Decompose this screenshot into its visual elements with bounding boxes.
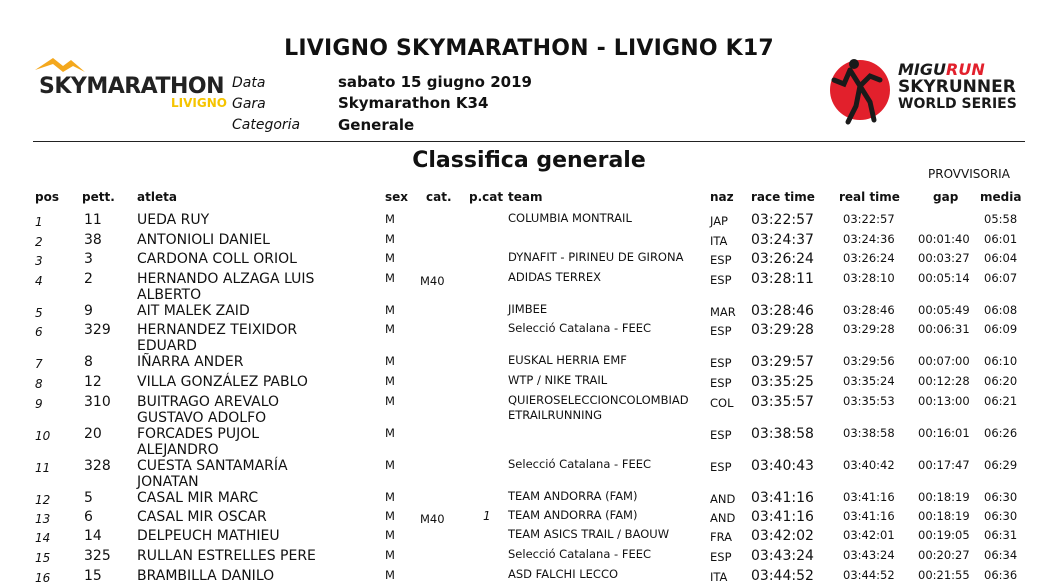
row-pcat: 1 [483,509,491,523]
row-bib: 38 [84,232,102,248]
row-gap: 00:05:49 [918,303,970,317]
skyrunner-logo [826,50,1026,130]
row-gap: 00:19:05 [918,528,970,542]
row-gap: 00:16:01 [918,426,970,440]
row-real: 03:41:16 [843,509,895,523]
row-avg: 06:31 [984,528,1018,542]
row-sex: M [385,490,395,504]
col-gap: gap [933,190,959,204]
row-nat: ESP [710,273,732,287]
row-real: 03:38:58 [843,426,895,440]
row-l2: GUSTAVO ADOLFO [137,410,267,426]
row-avg: 06:34 [984,548,1018,562]
meta-label-gara: Gara [232,96,266,112]
row-sex: M [385,458,395,472]
row-nat: AND [710,492,736,506]
col-team: team [508,190,543,204]
row-sex: M [385,426,395,440]
row-l1: CARDONA COLL ORIOL [137,251,297,267]
row-avg: 06:07 [984,271,1018,285]
row-gap: 00:06:31 [918,322,970,336]
row-sex: M [385,394,395,408]
row-bib: 5 [84,490,93,506]
row-team1: Selecció Catalana - FEEC [508,321,652,335]
row-l1: HERNANDEZ TEIXIDOR [137,322,298,338]
row-real: 03:35:53 [843,394,895,408]
row-team1: EUSKAL HERRIA EMF [508,353,627,367]
row-avg: 06:29 [984,458,1018,472]
row-pos: 16 [35,571,51,585]
row-pos: 4 [35,274,43,288]
row-team1: Selecció Catalana - FEEC [508,457,652,471]
row-real: 03:24:36 [843,232,895,246]
row-l1: BRAMBILLA DANILO [137,568,275,584]
row-sex: M [385,509,395,523]
row-real: 03:35:24 [843,374,895,388]
row-bib: 12 [84,374,102,390]
row-sex: M [385,232,395,246]
row-sex: M [385,354,395,368]
row-gap: 00:07:00 [918,354,970,368]
row-l2: ALBERTO [137,287,202,303]
row-bib: 3 [84,251,93,267]
row-race: 03:29:57 [751,354,814,370]
row-real: 03:44:52 [843,568,895,582]
row-real: 03:22:57 [843,212,895,226]
logo-worldseries-text: WORLD SERIES [898,96,1017,112]
row-gap: 00:13:00 [918,394,970,408]
row-team1: DYNAFIT - PIRINEU DE GIRONA [508,250,684,264]
row-l2: JONATAN [137,474,199,490]
row-gap: 00:01:40 [918,232,970,246]
row-team1: ASD FALCHI LECCO [508,567,619,581]
row-gap: 00:12:28 [918,374,970,388]
row-real: 03:41:16 [843,490,895,504]
row-l2: EDUARD [137,338,197,354]
runner-badge-icon [826,50,896,130]
row-team1: TEAM ANDORRA (FAM) [508,508,638,522]
row-bib: 328 [84,458,111,474]
row-sex: M [385,548,395,562]
row-race: 03:42:02 [751,528,814,544]
row-l1: CUESTA SANTAMARÍA [137,458,288,474]
row-nat: ESP [710,376,732,390]
row-avg: 06:21 [984,394,1018,408]
row-nat: ESP [710,324,732,338]
row-race: 03:22:57 [751,212,814,228]
row-bib: 15 [84,568,102,584]
row-race: 03:35:25 [751,374,814,390]
row-l1: IÑARRA ANDER [137,354,244,370]
row-l1: ANTONIOLI DANIEL [137,232,270,248]
row-race: 03:29:28 [751,322,814,338]
row-race: 03:28:46 [751,303,814,319]
row-avg: 06:04 [984,251,1018,265]
meta-value-categoria: Generale [338,116,415,134]
row-real: 03:28:10 [843,271,895,285]
meta-label-categoria: Categoria [232,117,301,133]
row-pos: 6 [35,325,43,339]
row-nat: JAP [710,214,728,228]
row-gap: 00:05:14 [918,271,970,285]
row-real: 03:29:56 [843,354,895,368]
row-team2: ETRAILRUNNING [508,408,602,422]
row-bib: 310 [84,394,111,410]
row-l1: CASAL MIR MARC [137,490,259,506]
row-nat: ESP [710,253,732,267]
row-nat: ITA [710,234,728,248]
row-pos: 2 [35,235,43,249]
row-avg: 06:01 [984,232,1018,246]
row-sex: M [385,568,395,582]
results-title: Classifica generale [412,148,646,173]
logo-migu-text: MIGU [898,60,946,79]
row-pos: 12 [35,493,51,507]
col-race-time: race time [751,190,815,204]
row-l1: VILLA GONZÁLEZ PABLO [137,374,308,390]
row-l1: UEDA RUY [137,212,210,228]
row-sex: M [385,251,395,265]
row-l1: RULLAN ESTRELLES PERE [137,548,316,564]
row-pos: 8 [35,377,43,391]
row-sex: M [385,212,395,226]
row-cat: M40 [420,274,445,288]
row-team1: Selecció Catalana - FEEC [508,547,652,561]
row-bib: 8 [84,354,93,370]
row-sex: M [385,271,395,285]
header-divider [33,141,1025,142]
row-bib: 14 [84,528,102,544]
row-bib: 9 [84,303,93,319]
col-nat: naz [710,190,734,204]
logo-main-text: SKYMARATHON [39,74,225,99]
row-nat: ESP [710,356,732,370]
row-sex: M [385,322,395,336]
row-pos: 1 [35,215,43,229]
col-sex: sex [385,190,409,204]
row-sex: M [385,528,395,542]
row-avg: 05:58 [984,212,1018,226]
row-race: 03:41:16 [751,509,814,525]
col-bib: pett. [82,190,115,204]
row-bib: 6 [84,509,93,525]
row-race: 03:26:24 [751,251,814,267]
row-race: 03:40:43 [751,458,814,474]
row-bib: 11 [84,212,102,228]
row-avg: 06:09 [984,322,1018,336]
row-sex: M [385,303,395,317]
row-avg: 06:36 [984,568,1018,582]
row-race: 03:43:24 [751,548,814,564]
row-gap: 00:03:27 [918,251,970,265]
row-pos: 5 [35,306,43,320]
logo-sub-text: LIVIGNO [171,96,227,110]
logo-skyrunner-text: SKYRUNNER [898,77,1016,97]
row-nat: ESP [710,460,732,474]
row-pos: 11 [35,461,51,475]
row-gap: 00:20:27 [918,548,970,562]
row-nat: AND [710,511,736,525]
row-l1: CASAL MIR OSCAR [137,509,267,525]
row-real: 03:28:46 [843,303,895,317]
row-pos: 3 [35,254,43,268]
row-team1: QUIEROSELECCIONCOLOMBIAD [508,393,689,407]
row-l2: ALEJANDRO [137,442,219,458]
row-team1: TEAM ASICS TRAIL / BAOUW [508,527,670,541]
col-athlete: atleta [137,190,177,204]
row-gap: 00:21:55 [918,568,970,582]
skymarathon-logo [33,58,228,118]
row-l1: DELPEUCH MATHIEU [137,528,280,544]
row-nat: FRA [710,530,733,544]
row-l1: BUITRAGO AREVALO [137,394,280,410]
row-team1: WTP / NIKE TRAIL [508,373,608,387]
col-pcat: p.cat [469,190,504,204]
row-race: 03:24:37 [751,232,814,248]
row-real: 03:26:24 [843,251,895,265]
logo-run-text: RUN [946,60,985,79]
row-avg: 06:30 [984,490,1018,504]
col-pos: pos [35,190,59,204]
row-pos: 10 [35,429,51,443]
row-cat: M40 [420,512,445,526]
row-l1: HERNANDO ALZAGA LUIS [137,271,315,287]
row-nat: MAR [710,305,736,319]
row-nat: COL [710,396,734,410]
row-race: 03:35:57 [751,394,814,410]
meta-value-gara: Skymarathon K34 [338,94,489,112]
row-nat: ESP [710,428,732,442]
row-real: 03:40:42 [843,458,895,472]
row-race: 03:38:58 [751,426,814,442]
row-nat: ITA [710,570,728,584]
row-team1: TEAM ANDORRA (FAM) [508,489,638,503]
row-bib: 329 [84,322,111,338]
row-l1: AIT MALEK ZAID [137,303,250,319]
row-team1: COLUMBIA MONTRAIL [508,211,632,225]
row-gap: 00:17:47 [918,458,970,472]
row-pos: 7 [35,357,43,371]
row-gap: 00:18:19 [918,509,970,523]
meta-value-data: sabato 15 giugno 2019 [338,73,532,91]
row-real: 03:29:28 [843,322,895,336]
col-avg: media [980,190,1022,204]
row-l1: FORCADES PUJOL [137,426,260,442]
row-bib: 325 [84,548,111,564]
row-pos: 14 [35,531,51,545]
row-sex: M [385,374,395,388]
status-label: PROVVISORIA [928,167,1010,181]
col-real-time: real time [839,190,900,204]
row-nat: ESP [710,550,732,564]
row-avg: 06:26 [984,426,1018,440]
row-gap: 00:18:19 [918,490,970,504]
row-race: 03:28:11 [751,271,814,287]
row-pos: 13 [35,512,51,526]
row-pos: 9 [35,397,43,411]
row-real: 03:43:24 [843,548,895,562]
col-cat: cat. [426,190,452,204]
meta-label-data: Data [232,75,266,91]
row-real: 03:42:01 [843,528,895,542]
row-team1: ADIDAS TERREX [508,270,602,284]
row-race: 03:44:52 [751,568,814,584]
page-title: LIVIGNO SKYMARATHON - LIVIGNO K17 [284,36,774,61]
row-bib: 2 [84,271,93,287]
row-avg: 06:08 [984,303,1018,317]
row-avg: 06:20 [984,374,1018,388]
row-avg: 06:10 [984,354,1018,368]
row-avg: 06:30 [984,509,1018,523]
row-pos: 15 [35,551,51,565]
row-bib: 20 [84,426,102,442]
row-race: 03:41:16 [751,490,814,506]
row-team1: JIMBEE [508,302,548,316]
